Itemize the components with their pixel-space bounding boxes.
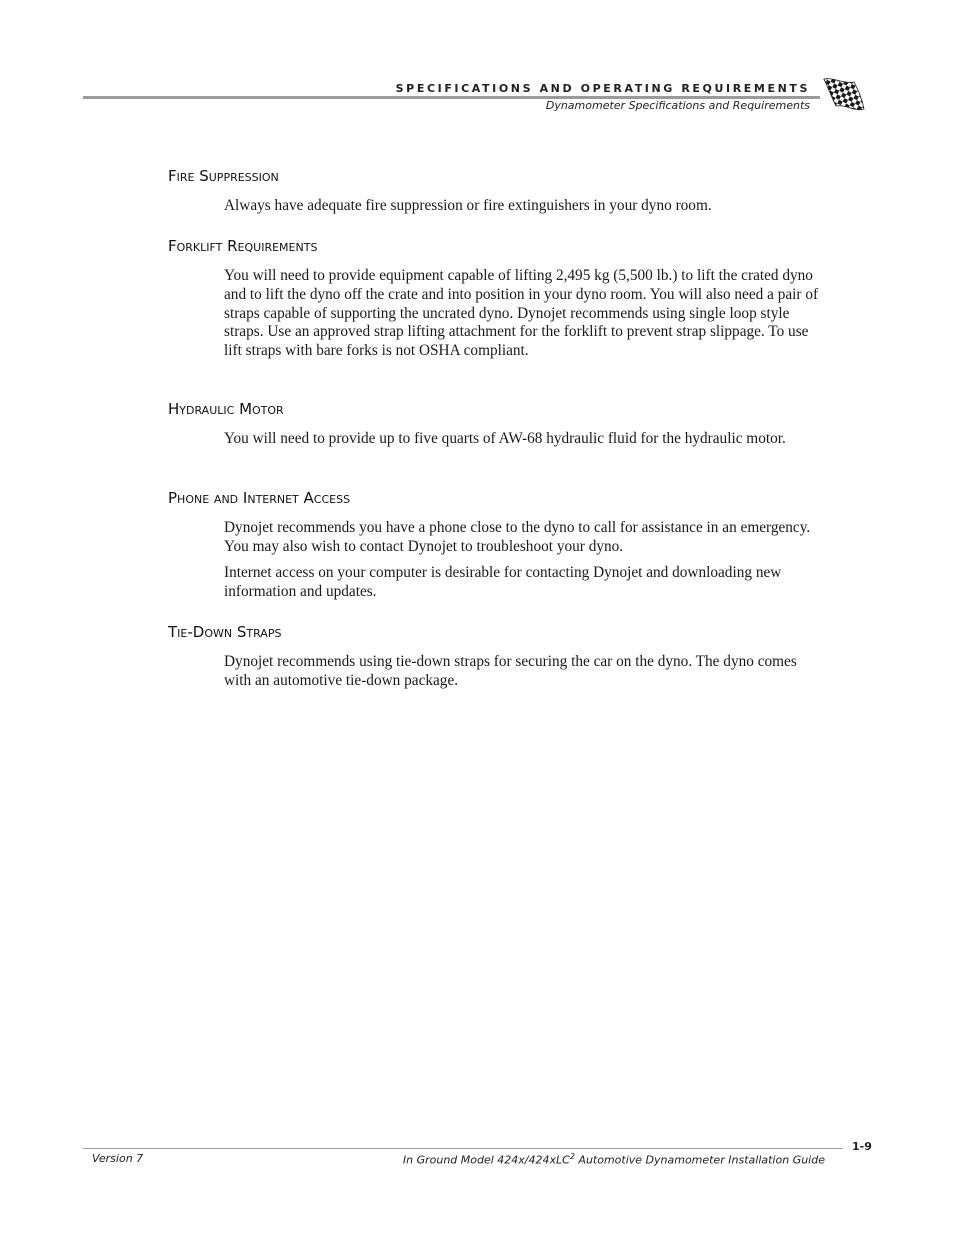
running-header-title: SPECIFICATIONS AND OPERATING REQUIREMENTS — [395, 82, 810, 95]
phone-access-text: Dynojet recommends you have a phone close to the dyno to call for assistance in an emergency. You may also wish to contact Dynojet to troubleshoot your dyno. — [224, 519, 811, 555]
section-heading-forklift-requirements: Forklift Requirements — [168, 237, 318, 255]
footer-version: Version 7 — [92, 1152, 144, 1165]
hydraulic-motor-text: You will need to provide up to five quarts of AW-68 hydraulic fluid for the hydraulic motor. — [224, 430, 786, 447]
section-heading-hydraulic-motor: Hydraulic Motor — [168, 400, 284, 418]
page-number: 1-9 — [852, 1140, 872, 1153]
running-header-subtitle: Dynamometer Specifications and Requirements — [545, 99, 810, 112]
footer-guide-title-main: In Ground Model 424x/424xLC — [402, 1153, 570, 1167]
section-heading-phone-internet: Phone and Internet Access — [168, 489, 351, 507]
forklift-requirements-text: You will need to provide equipment capable of lifting 2,495 kg (5,500 lb.) to lift the crated dyno and to lift the dyno off the crate and into position in your dyno room. You will also need a pair of straps capable of supporting the uncrated dyno. Dynojet recommends using single loop style straps. Use an approved strap lifting attachment for the forklift to prevent strap slippage. To use lift straps with bare forks is not OSHA compliant. — [224, 267, 819, 360]
footer-guide-title — [403, 1152, 825, 1167]
footer-guide-title-rest: Automotive Dynamometer Installation Guide — [574, 1153, 825, 1167]
footer-rule — [83, 1148, 843, 1149]
internet-access-text: Internet access on your computer is desirable for contacting Dynojet and downloading new information and updates. — [224, 564, 782, 600]
tie-down-straps-text: Dynojet recommends using tie-down straps for securing the car on the dyno. The dyno comes with an automotive tie-down package. — [224, 653, 797, 689]
fire-suppression-text: Always have adequate fire suppression or fire extinguishers in your dyno room. — [224, 197, 712, 214]
footer-guide-title-superscript: 2 — [569, 1152, 575, 1161]
section-heading-fire-suppression: Fire Suppression — [168, 167, 279, 185]
section-heading-tie-down-straps: Tie-Down Straps — [168, 623, 282, 641]
checkered-flag-icon — [820, 76, 866, 116]
